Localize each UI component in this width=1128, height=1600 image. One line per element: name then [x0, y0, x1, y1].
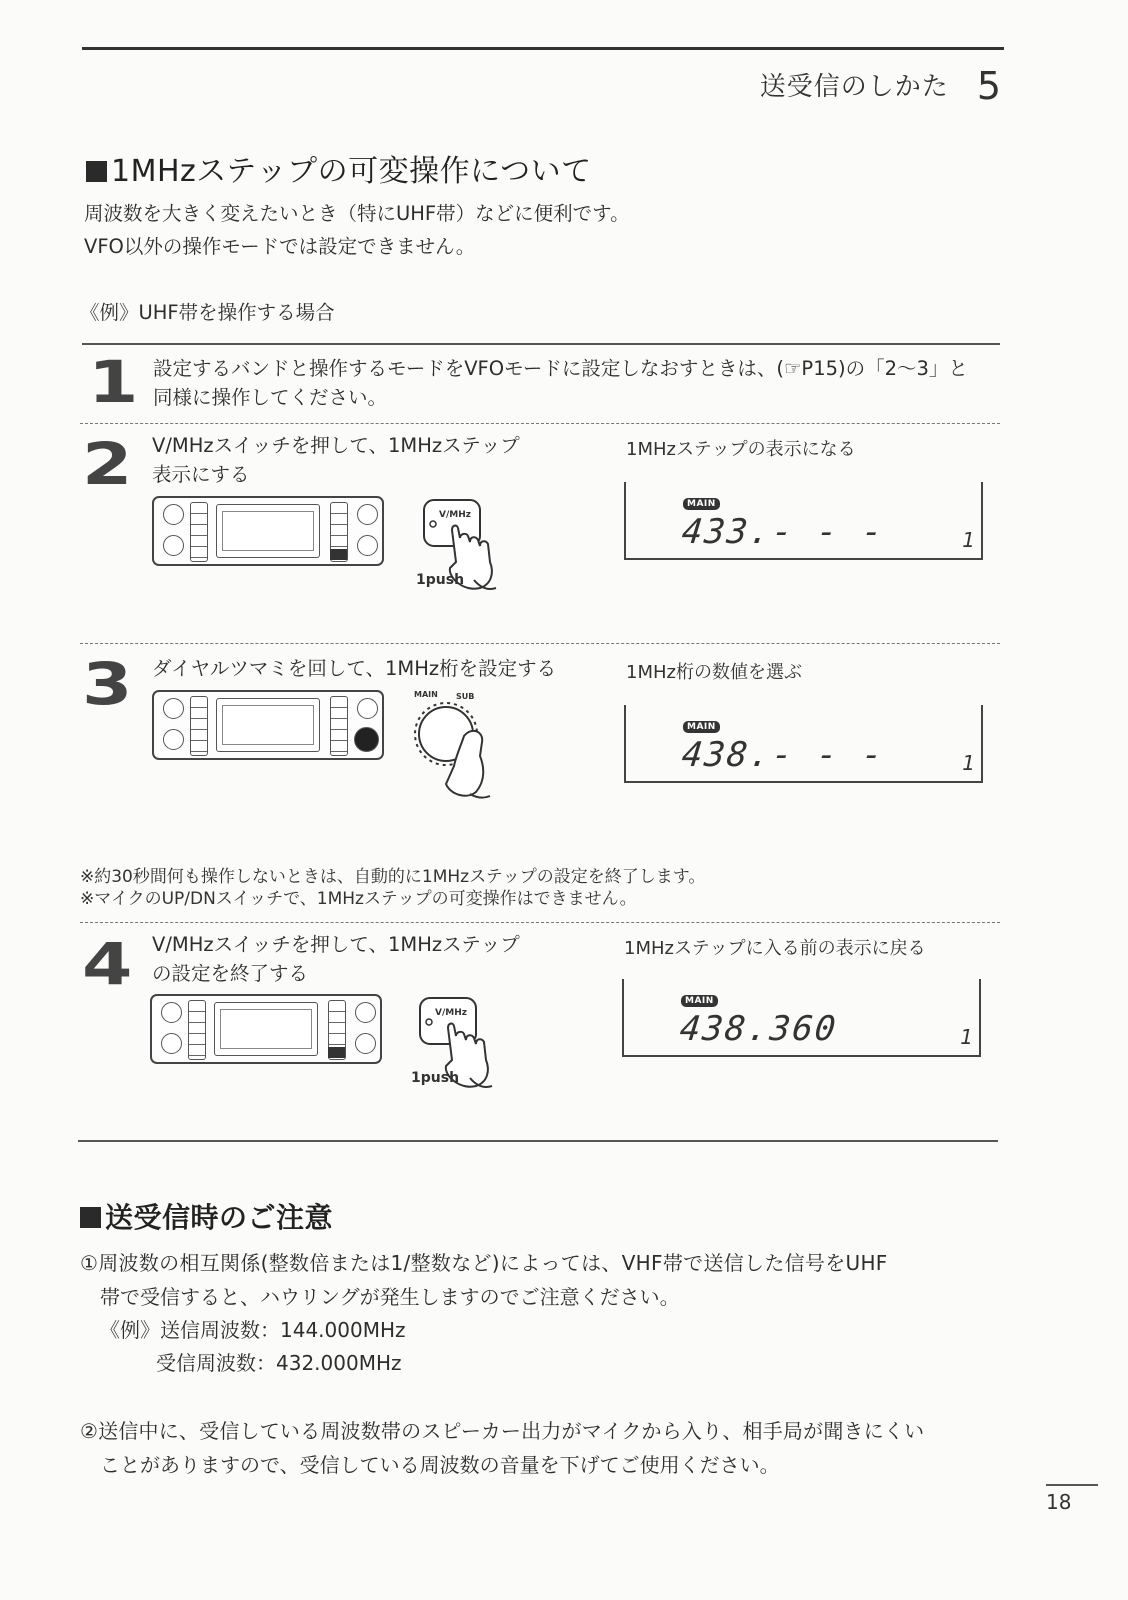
- note-2: ※マイクのUP/DNスイッチで、1MHzステップの可変操作はできません。: [80, 889, 637, 909]
- section1-intro-2: VFO以外の操作モードでは設定できません。: [84, 235, 476, 258]
- caution-1-line-1: ①周波数の相互関係(整数倍または1/整数など)によっては、VHF帯で送信した信号をUHF: [80, 1251, 888, 1275]
- divider: [80, 922, 1000, 923]
- step4-caption: 1MHzステップに入る前の表示に戻る: [624, 938, 926, 959]
- note-1: ※約30秒間何も操作しないときは、自動的に1MHzステップの設定を終了します。: [80, 867, 706, 887]
- divider: [80, 643, 1000, 644]
- radio-display: [216, 698, 320, 752]
- example-rule: [82, 343, 1000, 345]
- main-band-tag: MAIN: [683, 498, 720, 510]
- radio-knob: [357, 698, 378, 719]
- step2-text-1: V/MHzスイッチを押して、1MHzステップ: [152, 434, 520, 457]
- radio-knob: [163, 729, 184, 750]
- divider: [80, 423, 1000, 424]
- lcd-frequency: 433.- - -: [679, 512, 887, 552]
- radio-knob: [161, 1033, 182, 1054]
- dial-knob-icon: [410, 696, 505, 801]
- caution-1-example-2: 受信周波数：432.000MHz: [156, 1351, 402, 1375]
- radio-knob: [357, 535, 378, 556]
- radio-button-column: [330, 696, 348, 756]
- step4-text-2: の設定を終了する: [152, 962, 309, 985]
- caution-1-example-1: 《例》送信周波数：144.000MHz: [100, 1318, 406, 1342]
- lcd-display: [622, 979, 981, 1057]
- push-label: 1push: [416, 572, 465, 588]
- section2-title: 送受信時のご注意: [80, 1196, 333, 1236]
- radio-front-panel: [152, 690, 384, 760]
- step1-text-2: 同様に操作してください。: [153, 386, 388, 409]
- section-divider: [78, 1140, 998, 1142]
- lcd-frequency: 438.- - -: [679, 735, 887, 775]
- radio-knob: [357, 504, 378, 525]
- step4-text-1: V/MHzスイッチを押して、1MHzステップ: [152, 933, 520, 956]
- radio-knob: [163, 504, 184, 525]
- radio-front-panel: [152, 496, 384, 566]
- radio-knob: [355, 1033, 376, 1054]
- lcd-display: [624, 482, 983, 560]
- page-number: 18: [1046, 1490, 1072, 1514]
- header-rule: [82, 47, 1004, 50]
- v-mhz-key-label: V/MHz: [439, 510, 471, 520]
- caution-1-line-2: 帯で受信すると、ハウリングが発生しますのでご注意ください。: [100, 1285, 680, 1309]
- radio-button-column: [190, 696, 208, 756]
- section1-title: 1MHzステップの可変操作について: [86, 146, 592, 190]
- lcd-channel-digit: 1: [962, 528, 975, 552]
- radio-display: [214, 1002, 318, 1056]
- section1-intro-1: 周波数を大きく変えたいとき（特にUHF帯）などに便利です。: [84, 202, 630, 225]
- caution-2-line-2: ことがありますので、受信している周波数の音量を下げてご使用ください。: [100, 1453, 780, 1477]
- radio-button-column: [188, 1000, 206, 1060]
- page-number-rule: [1046, 1484, 1098, 1486]
- step3-number: 3: [82, 650, 133, 718]
- v-mhz-key-label: V/MHz: [435, 1008, 467, 1018]
- push-label: 1push: [411, 1070, 460, 1086]
- step2-number: 2: [82, 430, 133, 498]
- example-label: 《例》UHF帯を操作する場合: [80, 301, 335, 324]
- lcd-frequency: 438.360: [677, 1009, 840, 1049]
- square-bullet-icon: [86, 161, 107, 182]
- dial-main-label: MAIN: [414, 690, 438, 699]
- radio-display: [216, 504, 320, 558]
- chapter-number: 5: [976, 64, 1002, 108]
- radio-knob: [161, 1002, 182, 1023]
- radio-knob: [163, 698, 184, 719]
- radio-front-panel: [150, 994, 382, 1064]
- highlighted-key: [328, 1047, 345, 1058]
- lcd-channel-digit: 1: [962, 751, 975, 775]
- step2-caption: 1MHzステップの表示になる: [626, 439, 856, 460]
- square-bullet-icon: [80, 1207, 101, 1228]
- highlighted-dial-knob: [354, 727, 379, 752]
- step1-text-1: 設定するバンドと操作するモードをVFOモードに設定しなおすときは、(☞P15)の「2～3」と: [153, 357, 968, 380]
- lcd-display: [624, 705, 983, 783]
- main-band-tag: MAIN: [681, 995, 718, 1007]
- step1-number: 1: [88, 348, 139, 416]
- caution-2-line-1: ②送信中に、受信している周波数帯のスピーカー出力がマイクから入り、相手局が聞きにくい: [80, 1419, 925, 1443]
- radio-knob: [355, 1002, 376, 1023]
- step2-text-2: 表示にする: [152, 463, 250, 486]
- highlighted-key: [330, 549, 347, 560]
- step3-caption: 1MHz桁の数値を選ぶ: [626, 662, 802, 683]
- step3-text-1: ダイヤルツマミを回して、1MHz桁を設定する: [152, 657, 557, 680]
- dial-sub-label: SUB: [456, 692, 475, 701]
- chapter-title: 送受信のしかた: [759, 72, 949, 102]
- step4-number: 4: [82, 930, 133, 998]
- radio-button-column: [190, 502, 208, 562]
- chapter-heading: [759, 60, 1002, 108]
- main-band-tag: MAIN: [683, 721, 720, 733]
- lcd-channel-digit: 1: [960, 1025, 973, 1049]
- radio-knob: [163, 535, 184, 556]
